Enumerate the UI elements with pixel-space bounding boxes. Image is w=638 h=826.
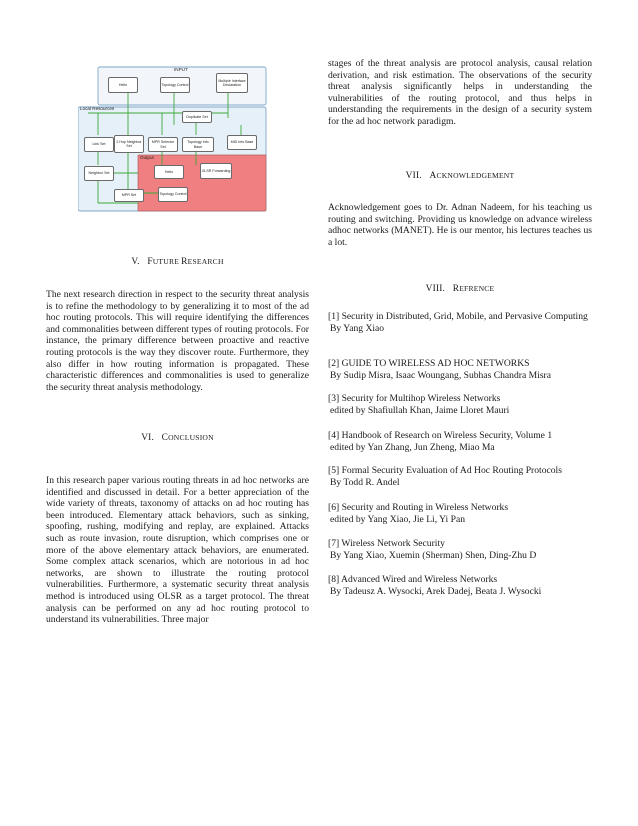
reference-item — [328, 430, 592, 453]
reference-heading — [328, 283, 592, 296]
reference-item — [328, 502, 592, 525]
reference-title: [6] Security and Routing in Wireless Networks — [328, 502, 509, 513]
heading-initial: C — [161, 433, 169, 443]
mid-input-box: Multiple Interface Declaration — [216, 73, 248, 93]
duplicate-set-box: Duplicate Set — [182, 111, 212, 123]
reference-authors: By Yang Xiao, Xuemin (Sherman) Shen, Ding-Zhu D — [330, 549, 537, 561]
heading-rest: CKNOWLEDGEMENT — [436, 171, 515, 180]
mpr-selector-set-box: MPR Selector Set — [148, 137, 178, 152]
heading-initial: A — [429, 171, 437, 181]
heading-rest: UTURE — [152, 257, 182, 266]
acknowledgement-heading — [328, 170, 592, 183]
heading-rest: EFRENCE — [459, 284, 495, 293]
acknowledgement-paragraph: Acknowledgement goes to Dr. Adnan Nadeem, for his teaching us routing and switching. Providing us knowledge on advance wireless adhoc networks (MANET). He is our mentor, his lectures teaches us a lot. — [328, 202, 592, 248]
link-set-box: Link Set — [84, 137, 114, 152]
reference-title: [2] GUIDE TO WIRELESS AD HOC NETWORKS — [328, 358, 530, 369]
local-resources-label: Local Resources — [80, 106, 115, 111]
topology-info-base-box: Topology Info Base — [182, 137, 214, 152]
reference-title: [1] Security in Distributed, Grid, Mobile, and Pervasive Computing — [328, 311, 588, 322]
conclusion-paragraph: In this research paper various routing threats in ad hoc networks are identified and discussed in detail. For a better appreciation of the wide variety of threats, taxonomy of attacks on ad hoc routing has been introduced. Elementary attack behaviors, such as sinking, spoofing, rushing, modifying and replay, are explained. Attacks such as route invasion, route disruption, which comprises one or more of the above elementary attack behaviors, are enumerated. Some complex attack scenarios, which are notorious in ad hoc networks, are shown to illustrate the routing protocol vulnerabilities. Furthermore, a systematic security threat analysis method is introduced using OLSR as a target protocol. The threat analysis can be performed on any ad hoc routing protocol to understand its vulnerabilities. Three major — [46, 475, 309, 626]
heading-number: VI. — [141, 433, 155, 443]
hello-input-box: Hello — [108, 77, 138, 93]
two-hop-neighbor-set-box: 2 Hop Neighbor Set — [114, 135, 144, 153]
heading-initial: F — [147, 257, 153, 267]
reference-item — [328, 358, 592, 381]
heading-rest-2: ESEARCH — [187, 257, 224, 266]
reference-authors: edited by Yang Xiao, Jie Li, Yi Pan — [330, 513, 466, 525]
heading-number: V. — [131, 257, 140, 267]
future-research-paragraph: The next research direction in respect to the security threat analysis is to refine the methodology to by generalizing it to most of the ad hoc routing protocols. This will require identifying the differences and commonalities between different types of routing protocols. For instance, the primary difference between proactive and reactive routing protocols is the way they discover route. Furthermore, they also differ in how routing information is propagated. These characteristic differences and commonalities is used to generalize the security threat analysis methodology. — [46, 289, 309, 393]
olsr-forwarding-box: OLSR Forwarding — [200, 163, 232, 179]
conclusion-heading — [46, 432, 309, 445]
reference-authors: By Todd R. Andel — [330, 476, 400, 488]
heading-initial-2: R — [181, 257, 188, 267]
olsr-architecture-figure — [78, 63, 268, 213]
reference-item — [328, 574, 592, 597]
reference-authors: By Yang Xiao — [330, 322, 385, 334]
mid-info-base-box: MID Info Base — [227, 135, 257, 150]
reference-item — [328, 311, 592, 334]
reference-item — [328, 465, 592, 488]
heading-number: VIII. — [425, 284, 446, 294]
reference-authors: edited by Shafiullah Khan, Jaime Lloret Mauri — [330, 404, 510, 416]
input-label: INPUT — [174, 67, 188, 72]
reference-title: [4] Handbook of Research on Wireless Security, Volume 1 — [328, 430, 553, 441]
reference-item — [328, 393, 592, 416]
output-label: Output — [140, 155, 154, 160]
reference-title: [5] Formal Security Evaluation of Ad Hoc Routing Protocols — [328, 465, 562, 476]
reference-authors: By Sudip Misra, Isaac Woungang, Subhas Chandra Misra — [330, 369, 552, 381]
reference-item — [328, 538, 592, 561]
heading-initial: R — [452, 284, 460, 294]
neighbor-set-box: Neighbor Set — [84, 166, 114, 181]
continued-paragraph: stages of the threat analysis are protocol analysis, causal relation derivation, and risk estimation. The observations of the security threat analysis significantly helps in understanding the vulnerabilities of the routing protocol, and thus helps in understanding the requirements in the design of a security system for the ad hoc network paradigm. — [328, 58, 592, 127]
heading-rest: ONCLUSION — [168, 433, 214, 442]
reference-title: [3] Security for Multihop Wireless Networks — [328, 393, 501, 404]
reference-title: [8] Advanced Wired and Wireless Networks — [328, 574, 498, 585]
future-research-heading — [46, 256, 309, 269]
topology-control-input-box: Topology Control — [160, 77, 190, 93]
mpr-set-box: MPR Set — [114, 189, 144, 202]
topology-control-output-box: Topology Control — [158, 187, 188, 202]
heading-number: VII. — [405, 171, 422, 181]
reference-authors: By Tadeusz A. Wysocki, Arek Dadej, Beata J. Wysocki — [330, 585, 542, 597]
reference-title: [7] Wireless Network Security — [328, 538, 445, 549]
reference-authors: edited by Yan Zhang, Jun Zheng, Miao Ma — [330, 441, 495, 453]
hello-output-box: Hello — [154, 165, 184, 179]
